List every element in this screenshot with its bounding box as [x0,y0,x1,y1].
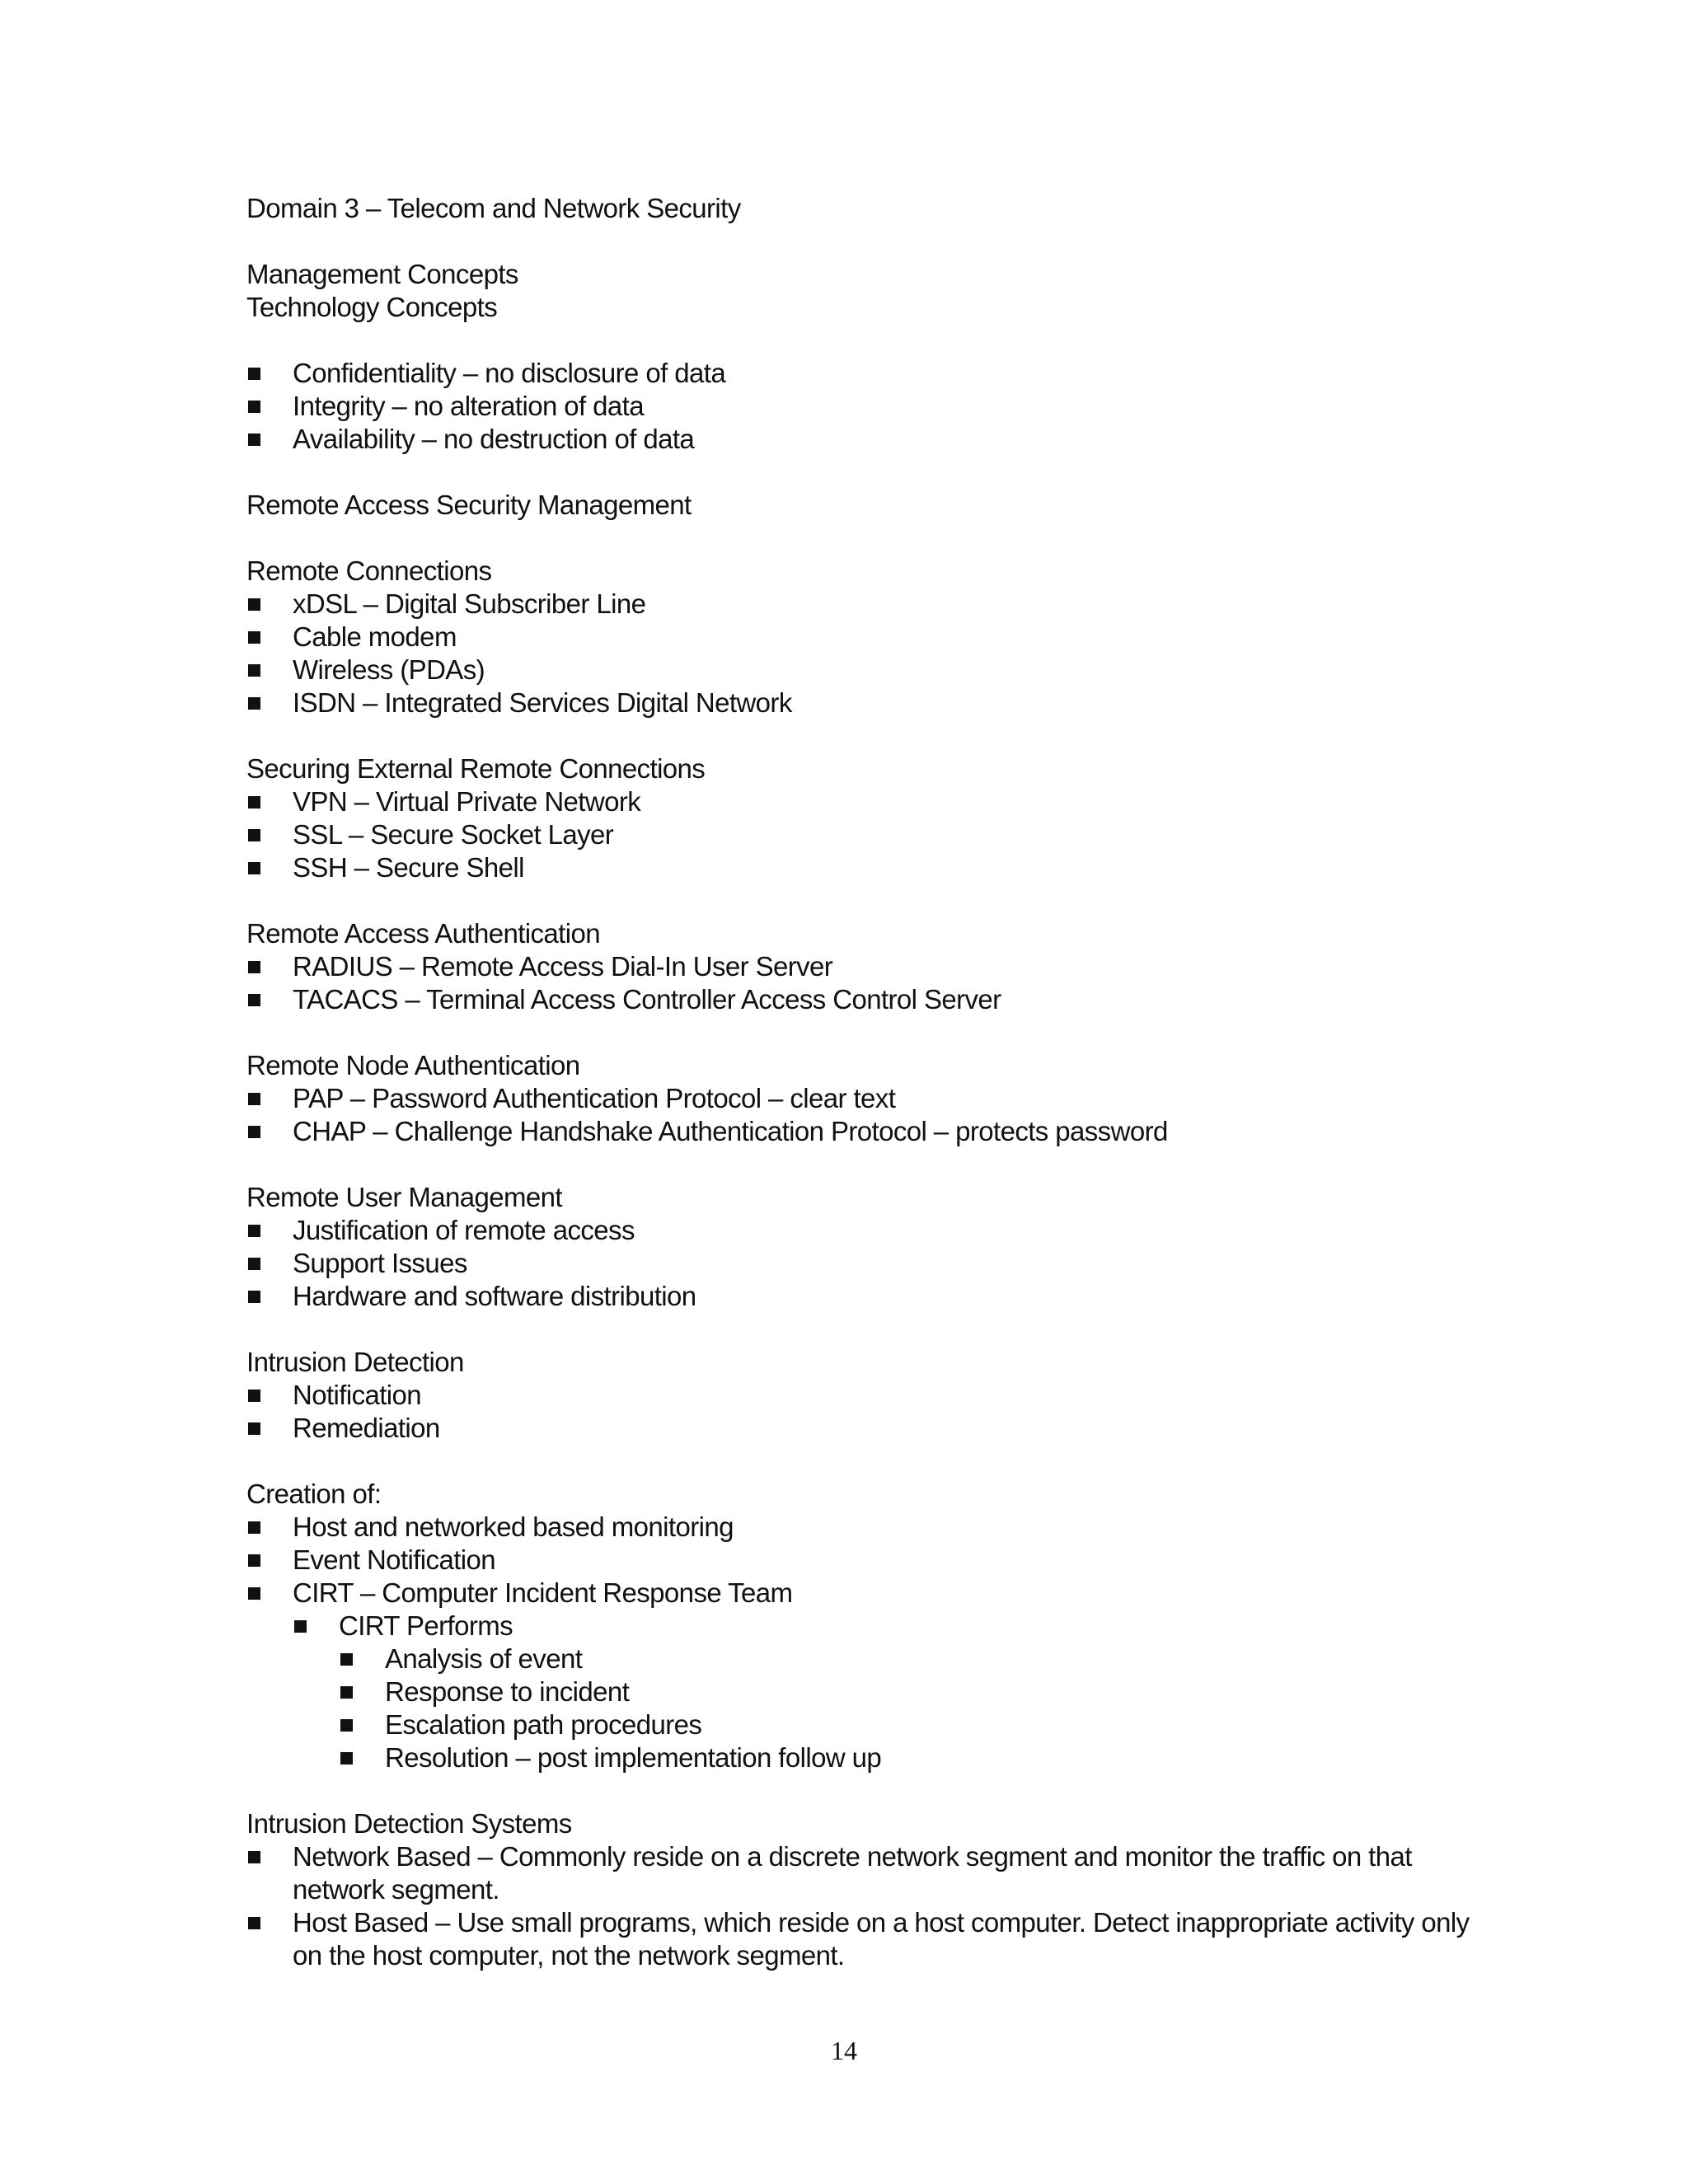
list-item-text: Notification [293,1380,422,1410]
paragraph-spacer [246,456,1483,489]
remote-user-mgmt-heading: Remote User Management [246,1182,562,1212]
square-bullet-icon [248,401,260,413]
list-item-text: Wireless (PDAs) [293,654,485,685]
square-bullet-icon [248,1093,260,1105]
list-item [246,1577,1483,1610]
list-item-text: ISDN – Integrated Services Digital Network [293,687,792,718]
paragraph-spacer [246,884,1483,917]
securing-external-heading: Securing External Remote Connections [246,753,706,784]
square-bullet-icon [340,1752,353,1765]
list-item-text: TACACS – Terminal Access Controller Access Control Server [293,984,1001,1015]
list-item [246,851,1483,884]
list-item [246,423,1483,456]
square-bullet-icon [248,994,260,1006]
square-bullet-icon [248,1126,260,1138]
list-item-text: Hardware and software distribution [293,1281,696,1311]
list-item [246,1675,1483,1708]
list-item [246,1643,1483,1675]
list-item [246,1115,1483,1148]
list-item [246,1840,1483,1906]
square-bullet-icon [294,1620,307,1633]
list-item [246,818,1483,851]
page-number: 14 [831,2036,857,2065]
square-bullet-icon [248,631,260,644]
square-bullet-icon [248,796,260,808]
list-item [246,1280,1483,1313]
square-bullet-icon [248,1554,260,1567]
square-bullet-icon [340,1653,353,1666]
list-item-text: Confidentiality – no disclosure of data [293,358,726,388]
square-bullet-icon [248,1587,260,1600]
page-title: Domain 3 – Telecom and Network Security [246,193,741,223]
list-item-text: Justification of remote access [293,1215,635,1245]
square-bullet-icon [248,1390,260,1402]
list-item [246,1708,1483,1741]
list-item-text: VPN – Virtual Private Network [293,786,641,817]
paragraph-spacer [246,1445,1483,1478]
square-bullet-icon [340,1686,353,1699]
square-bullet-icon [248,829,260,841]
list-item [246,687,1483,719]
list-item [246,950,1483,983]
list-item-text: Host and networked based monitoring [293,1511,734,1542]
intro-line: Management Concepts [246,259,518,289]
square-bullet-icon [340,1719,353,1732]
list-item [246,357,1483,390]
list-item-text: Escalation path procedures [385,1709,702,1740]
remote-connections-heading: Remote Connections [246,555,492,586]
remote-access-auth-heading: Remote Access Authentication [246,918,600,949]
square-bullet-icon [248,1422,260,1435]
list-item [246,588,1483,621]
list-item-text: Availability – no destruction of data [293,424,695,454]
list-item [246,1610,1483,1643]
list-item-text: Host Based – Use small programs, which reside on a host computer. Detect inappropriate activity only on the host computer, not the network segment. [293,1907,1470,1971]
square-bullet-icon [248,368,260,380]
paragraph-spacer [246,324,1483,357]
list-item-text: Remediation [293,1413,440,1443]
square-bullet-icon [248,1917,260,1929]
list-item-text: CIRT Performs [339,1610,513,1641]
list-item-text: Cable modem [293,621,457,652]
list-item-text: RADIUS – Remote Access Dial-In User Server [293,951,833,982]
paragraph-spacer [246,1313,1483,1346]
list-item-text: Event Notification [293,1544,495,1575]
list-item [246,621,1483,654]
square-bullet-icon [248,697,260,710]
list-item-text: PAP – Password Authentication Protocol – clear text [293,1083,896,1113]
paragraph-spacer [246,719,1483,752]
paragraph-spacer [246,1774,1483,1807]
list-item [246,1412,1483,1445]
list-item [246,1379,1483,1412]
list-item-text: CHAP – Challenge Handshake Authentication Protocol – protects password [293,1116,1168,1146]
list-item [246,390,1483,423]
list-item-text: Network Based – Commonly reside on a discrete network segment and monitor the traffic on that network segment. [293,1841,1412,1905]
square-bullet-icon [248,1291,260,1303]
list-item-text: xDSL – Digital Subscriber Line [293,588,646,619]
list-item-text: Resolution – post implementation follow up [385,1742,882,1773]
paragraph-spacer [246,522,1483,555]
paragraph-spacer [246,1016,1483,1049]
list-item-text: Support Issues [293,1248,467,1278]
list-item [246,1247,1483,1280]
list-item-text: CIRT – Computer Incident Response Team [293,1577,793,1608]
list-item [246,1544,1483,1577]
intro-line: Technology Concepts [246,292,498,322]
list-item [246,1741,1483,1774]
list-item [246,983,1483,1016]
square-bullet-icon [248,598,260,611]
paragraph-spacer [246,225,1483,258]
list-item [246,654,1483,687]
list-item [246,785,1483,818]
list-item-text: SSL – Secure Socket Layer [293,819,614,850]
square-bullet-icon [248,1521,260,1534]
square-bullet-icon [248,961,260,973]
list-item [246,1082,1483,1115]
square-bullet-icon [248,664,260,677]
remote-node-auth-heading: Remote Node Authentication [246,1050,580,1080]
square-bullet-icon [248,1851,260,1863]
list-item-text: Integrity – no alteration of data [293,391,644,421]
list-item-text: SSH – Secure Shell [293,852,524,883]
list-item-text: Analysis of event [385,1643,583,1674]
list-item [246,1214,1483,1247]
list-item [246,1906,1483,1972]
square-bullet-icon [248,434,260,446]
list-item [246,1511,1483,1544]
ids-heading: Intrusion Detection Systems [246,1808,572,1839]
square-bullet-icon [248,862,260,874]
remote-access-mgmt-heading: Remote Access Security Management [246,490,692,520]
square-bullet-icon [248,1225,260,1237]
paragraph-spacer [246,1148,1483,1181]
list-item-text: Response to incident [385,1676,630,1707]
intrusion-detection-heading: Intrusion Detection [246,1347,464,1377]
creation-of-heading: Creation of: [246,1479,382,1509]
square-bullet-icon [248,1258,260,1270]
page-content [246,192,1483,1972]
